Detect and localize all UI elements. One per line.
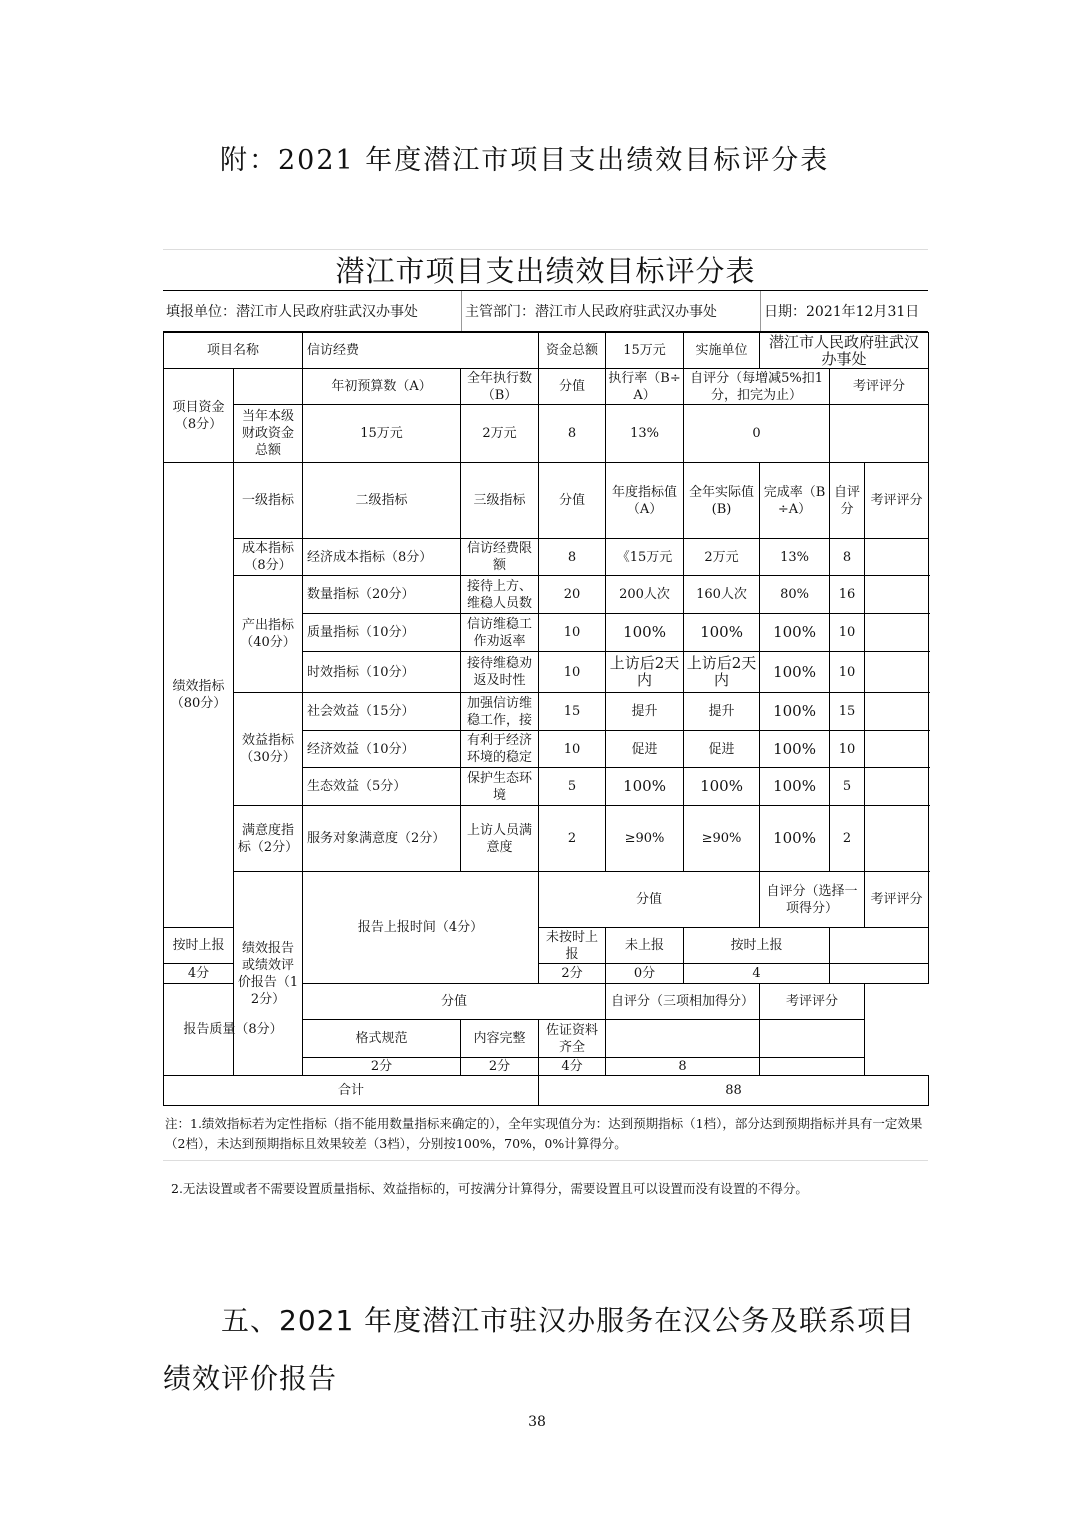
perf-eval bbox=[865, 731, 929, 768]
perf-eval bbox=[865, 614, 929, 652]
funds-value-row bbox=[164, 405, 929, 463]
report-quality-option-score: 4分 bbox=[539, 1058, 606, 1076]
perf-self: 8 bbox=[830, 539, 865, 576]
total-label: 合计 bbox=[164, 1076, 539, 1106]
perf-actual: 上访后2天内 bbox=[684, 652, 760, 693]
perf-header-row bbox=[164, 463, 929, 539]
funds-section-label: 项目资金（8分） bbox=[164, 369, 234, 463]
funds-header: 全年执行数（B） bbox=[461, 369, 539, 405]
perf-self: 16 bbox=[830, 576, 865, 614]
report-time-label: 报告上报时间（4分） bbox=[303, 872, 539, 984]
perf-l2: 经济成本指标（8分） bbox=[303, 539, 461, 576]
report-time-option-score: 0分 bbox=[606, 964, 684, 984]
report-time-eval-value bbox=[830, 964, 929, 984]
perf-l1: 成本指标（8分） bbox=[234, 539, 303, 576]
perf-l3: 加强信访维稳工作，接 bbox=[461, 693, 539, 731]
funds-value bbox=[830, 405, 929, 463]
impl-unit-label: 实施单位 bbox=[684, 333, 760, 369]
report-time-self-header: 自评分（选择一项得分） bbox=[760, 872, 865, 928]
perf-l3: 信访经费限额 bbox=[461, 539, 539, 576]
perf-section-label: 绩效指标（80分） bbox=[164, 463, 234, 928]
report-quality-option: 佐证资料齐全 bbox=[539, 1020, 606, 1058]
perf-l3: 接待上方、维稳人员数 bbox=[461, 576, 539, 614]
score-table bbox=[163, 332, 929, 1106]
perf-l1: 效益指标（30分） bbox=[234, 693, 303, 806]
report-time-eval-header: 考评评分 bbox=[865, 872, 929, 928]
perf-l3: 保护生态环境 bbox=[461, 768, 539, 806]
perf-l2: 时效指标（10分） bbox=[303, 652, 461, 693]
perf-score: 20 bbox=[539, 576, 606, 614]
perf-l3: 信访维稳工作劝返率 bbox=[461, 614, 539, 652]
perf-target: 上访后2天内 bbox=[606, 652, 684, 693]
total-row bbox=[164, 1076, 929, 1106]
fund-total-value: 15万元 bbox=[606, 333, 684, 369]
perf-l1: 满意度指标（2分） bbox=[234, 806, 303, 872]
funds-value: 15万元 bbox=[303, 405, 461, 463]
funds-value: 0 bbox=[684, 405, 830, 463]
perf-self: 10 bbox=[830, 731, 865, 768]
perf-header: 一级指标 bbox=[234, 463, 303, 539]
funds-header: 年初预算数（A） bbox=[303, 369, 461, 405]
perf-self: 2 bbox=[830, 806, 865, 872]
perf-score: 10 bbox=[539, 652, 606, 693]
perf-target: 100% bbox=[606, 614, 684, 652]
report-time-option: 按时上报 bbox=[164, 928, 234, 964]
perf-target: ≥90% bbox=[606, 806, 684, 872]
perf-header: 年度指标值（A） bbox=[606, 463, 684, 539]
funds-value: 2万元 bbox=[461, 405, 539, 463]
report-quality-score-header: 分值 bbox=[303, 984, 606, 1020]
fund-total-label: 资金总额 bbox=[539, 333, 606, 369]
perf-actual: ≥90% bbox=[684, 806, 760, 872]
project-row bbox=[164, 333, 929, 369]
funds-row-label: 当年本级财政资金总额 bbox=[234, 405, 303, 463]
report-time-option: 未按时上报 bbox=[539, 928, 606, 964]
report-quality-self-blank bbox=[606, 1020, 760, 1058]
perf-self: 10 bbox=[830, 614, 865, 652]
perf-header: 考评评分 bbox=[865, 463, 929, 539]
impl-unit-value: 潜江市人民政府驻武汉办事处 bbox=[760, 333, 929, 369]
report-time-eval-blank bbox=[830, 928, 929, 964]
project-name-value: 信访经费 bbox=[303, 333, 539, 369]
perf-l2: 数量指标（20分） bbox=[303, 576, 461, 614]
perf-l2: 服务对象满意度（2分） bbox=[303, 806, 461, 872]
funds-blank bbox=[234, 369, 303, 405]
report-time-self-choice: 按时上报 bbox=[684, 928, 830, 964]
report-time-option-score: 4分 bbox=[164, 964, 234, 984]
funds-header: 自评分（每增减5%扣1分，扣完为止） bbox=[684, 369, 830, 405]
report-time-option-score: 2分 bbox=[539, 964, 606, 984]
funds-header: 考评评分 bbox=[830, 369, 929, 405]
report-quality-eval-value bbox=[760, 1058, 865, 1076]
funds-header: 分值 bbox=[539, 369, 606, 405]
funds-header-row bbox=[164, 369, 929, 405]
report-time-score-header: 分值 bbox=[539, 872, 760, 928]
meta-unit: 填报单位：潜江市人民政府驻武汉办事处 bbox=[163, 291, 462, 331]
perf-l3: 接待维稳劝返及时性 bbox=[461, 652, 539, 693]
perf-score: 10 bbox=[539, 731, 606, 768]
perf-header: 完成率（B÷A） bbox=[760, 463, 830, 539]
perf-rate: 100% bbox=[760, 652, 830, 693]
meta-dept: 主管部门：潜江市人民政府驻武汉办事处 bbox=[462, 291, 761, 331]
funds-value: 8 bbox=[539, 405, 606, 463]
sheet-title: 潜江市项目支出绩效目标评分表 bbox=[163, 249, 928, 290]
report-quality-self-score: 8 bbox=[606, 1058, 760, 1076]
perf-actual: 160人次 bbox=[684, 576, 760, 614]
perf-header: 全年实际值(B) bbox=[684, 463, 760, 539]
report-section-label: 绩效报告或绩效评价报告（12分） bbox=[234, 872, 303, 1076]
note-2: 2.无法设置或者不需要设置质量指标、效益指标的，可按满分计算得分，需要设置且可以设置而没有设置的不得分。 bbox=[171, 1181, 808, 1196]
perf-self: 5 bbox=[830, 768, 865, 806]
perf-eval bbox=[865, 806, 929, 872]
perf-actual: 100% bbox=[684, 614, 760, 652]
section-heading: 五、2021 年度潜江市驻汉办服务在汉公务及联系项目绩效评价报告 bbox=[163, 1304, 916, 1395]
perf-target: 200人次 bbox=[606, 576, 684, 614]
meta-row bbox=[163, 290, 928, 332]
perf-target: 提升 bbox=[606, 693, 684, 731]
perf-l3: 有利于经济环境的稳定 bbox=[461, 731, 539, 768]
perf-actual: 2万元 bbox=[684, 539, 760, 576]
notes bbox=[163, 1106, 928, 1209]
perf-score: 8 bbox=[539, 539, 606, 576]
perf-target: 100% bbox=[606, 768, 684, 806]
perf-row bbox=[164, 806, 929, 872]
report-quality-option: 内容完整 bbox=[461, 1020, 539, 1058]
perf-row bbox=[164, 693, 929, 731]
report-quality-option: 格式规范 bbox=[303, 1020, 461, 1058]
perf-score: 10 bbox=[539, 614, 606, 652]
report-quality-option-score: 2分 bbox=[303, 1058, 461, 1076]
perf-rate: 100% bbox=[760, 806, 830, 872]
perf-l2: 社会效益（15分） bbox=[303, 693, 461, 731]
funds-header: 执行率（B÷A） bbox=[606, 369, 684, 405]
perf-eval bbox=[865, 768, 929, 806]
perf-l1: 产出指标（40分） bbox=[234, 576, 303, 693]
total-value: 88 bbox=[539, 1076, 929, 1106]
score-sheet bbox=[163, 249, 928, 1209]
perf-score: 15 bbox=[539, 693, 606, 731]
perf-eval bbox=[865, 693, 929, 731]
perf-header: 自评分 bbox=[830, 463, 865, 539]
perf-actual: 100% bbox=[684, 768, 760, 806]
report-quality-eval-blank bbox=[760, 1020, 865, 1058]
meta-date: 日期：2021年12月31日 bbox=[764, 304, 920, 320]
note-1: 注：1.绩效指标若为定性指标（指不能用数量指标来确定的），全年实现值分为：达到预期指标（1档），部分达到预期指标并具有一定效果（2档），未达到预期指标且效果较差（3档），分别按100%，70%，0%计算得分。 bbox=[163, 1106, 928, 1161]
perf-actual: 促进 bbox=[684, 731, 760, 768]
project-name-label: 项目名称 bbox=[164, 333, 303, 369]
perf-l3: 上访人员满意度 bbox=[461, 806, 539, 872]
perf-header: 三级指标 bbox=[461, 463, 539, 539]
perf-eval bbox=[865, 652, 929, 693]
perf-rate: 80% bbox=[760, 576, 830, 614]
perf-rate: 100% bbox=[760, 731, 830, 768]
report-time-self-score: 4 bbox=[684, 964, 830, 984]
report-quality-label: 报告质量（8分） bbox=[164, 984, 303, 1076]
perf-self: 10 bbox=[830, 652, 865, 693]
report-quality-option-score: 2分 bbox=[461, 1058, 539, 1076]
perf-l2: 经济效益（10分） bbox=[303, 731, 461, 768]
perf-l2: 质量指标（10分） bbox=[303, 614, 461, 652]
report-time-option: 未上报 bbox=[606, 928, 684, 964]
perf-actual: 提升 bbox=[684, 693, 760, 731]
perf-rate: 100% bbox=[760, 614, 830, 652]
perf-eval bbox=[865, 576, 929, 614]
page-number: 38 bbox=[528, 1414, 546, 1430]
report-quality-self-header: 自评分（三项相加得分） bbox=[606, 984, 760, 1020]
page-heading: 附：2021 年度潜江市项目支出绩效目标评分表 bbox=[220, 145, 830, 176]
perf-row bbox=[164, 539, 929, 576]
report-time-header-row bbox=[164, 872, 929, 928]
perf-rate: 13% bbox=[760, 539, 830, 576]
perf-target: 《15万元 bbox=[606, 539, 684, 576]
perf-score: 2 bbox=[539, 806, 606, 872]
report-quality-eval-header: 考评评分 bbox=[760, 984, 865, 1020]
perf-rate: 100% bbox=[760, 693, 830, 731]
perf-self: 15 bbox=[830, 693, 865, 731]
perf-eval bbox=[865, 539, 929, 576]
perf-l2: 生态效益（5分） bbox=[303, 768, 461, 806]
perf-row bbox=[164, 576, 929, 614]
perf-header: 分值 bbox=[539, 463, 606, 539]
perf-rate: 100% bbox=[760, 768, 830, 806]
perf-score: 5 bbox=[539, 768, 606, 806]
funds-value: 13% bbox=[606, 405, 684, 463]
perf-header: 二级指标 bbox=[303, 463, 461, 539]
perf-target: 促进 bbox=[606, 731, 684, 768]
